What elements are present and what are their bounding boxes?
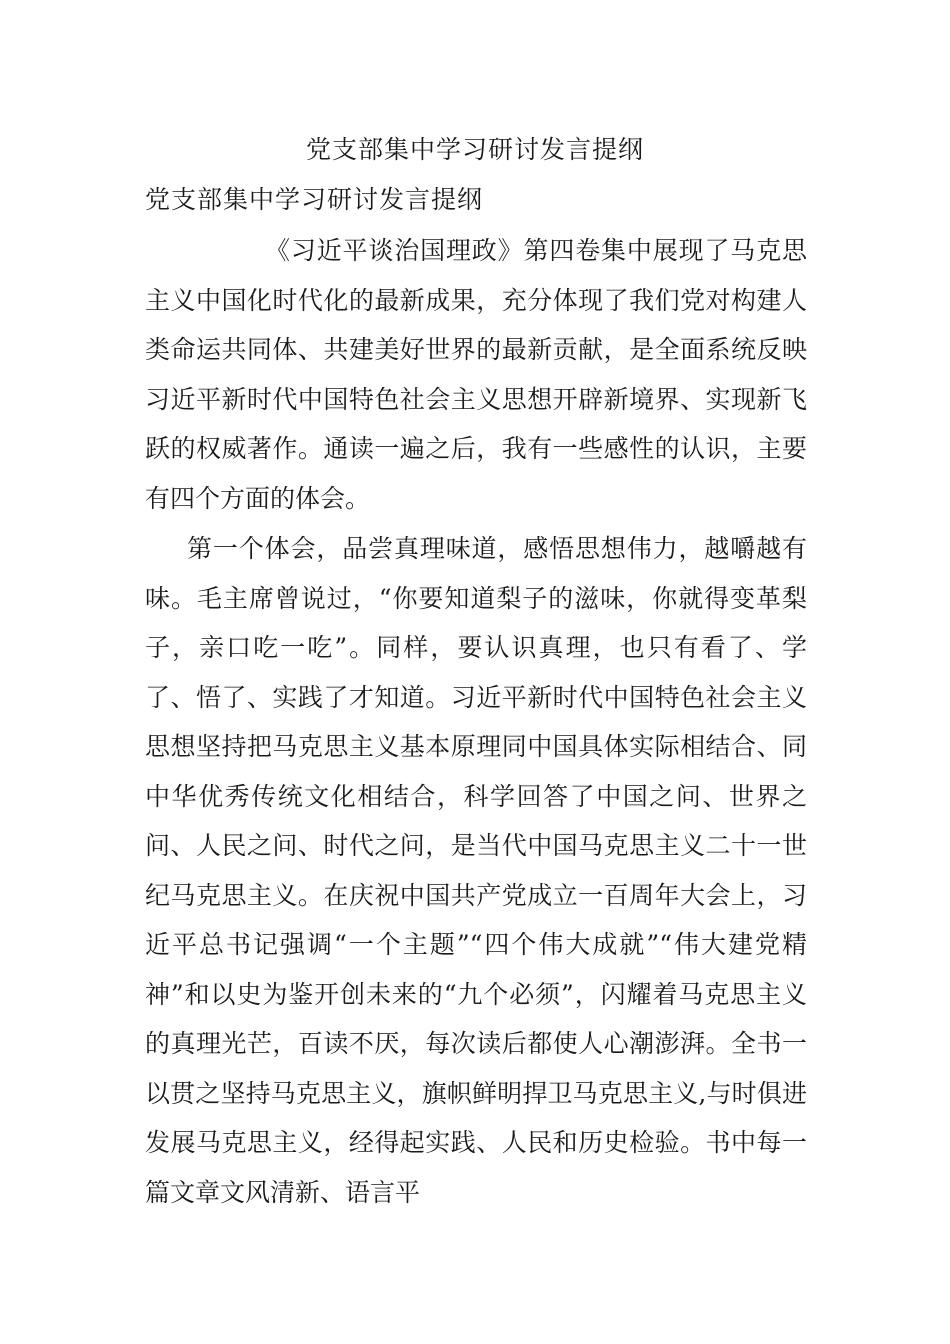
document-title: 党支部集中学习研讨发言提纲 xyxy=(305,135,644,164)
document-subtitle: 党支部集中学习研讨发言提纲 xyxy=(145,185,484,214)
paragraph-intro: 《习近平谈治国理政》第四卷集中展现了马克思主义中国化时代化的最新成果，充分体现了我们党对构建人类命运共同体、共建美好世界的最新贡献，是全面系统反映习近平新时代中国特色社会主义思想开辟新境界、实现新飞跃的权威著作。通读一遍之后，我有一些感性的认识，主要有四个方面的体会。 xyxy=(145,236,807,513)
paragraph-first-insight: 第一个体会，品尝真理味道，感悟思想伟力，越嚼越有味。毛主席曾说过，“你要知道梨子的滋味，你就得变革梨子，亲口吃一吃”。同样，要认识真理，也只有看了、学了、悟了、实践了才知道。习近平新时代中国特色社会主义思想坚持把马克思主义基本原理同中国具体实际相结合、同中华优秀传统文化相结合，科学回答了中国之问、世界之问、人民之问、时代之问，是当代中国马克思主义二十一世纪马克思主义。在庆祝中国共产党成立一百周年大会上，习近平总书记强调“一个主题”“四个伟大成就”“伟大建党精神”和以史为鉴开创未来的“九个必须”，闪耀着马克思主义的真理光芒，百读不厌，每次读后都使人心潮澎湃。全书一以贯之坚持马克思主义，旗帜鲜明捍卫马克思主义,与时俱进发展马克思主义，经得起实践、人民和历史检验。书中每一篇文章文风清新、语言平 xyxy=(145,534,807,1207)
